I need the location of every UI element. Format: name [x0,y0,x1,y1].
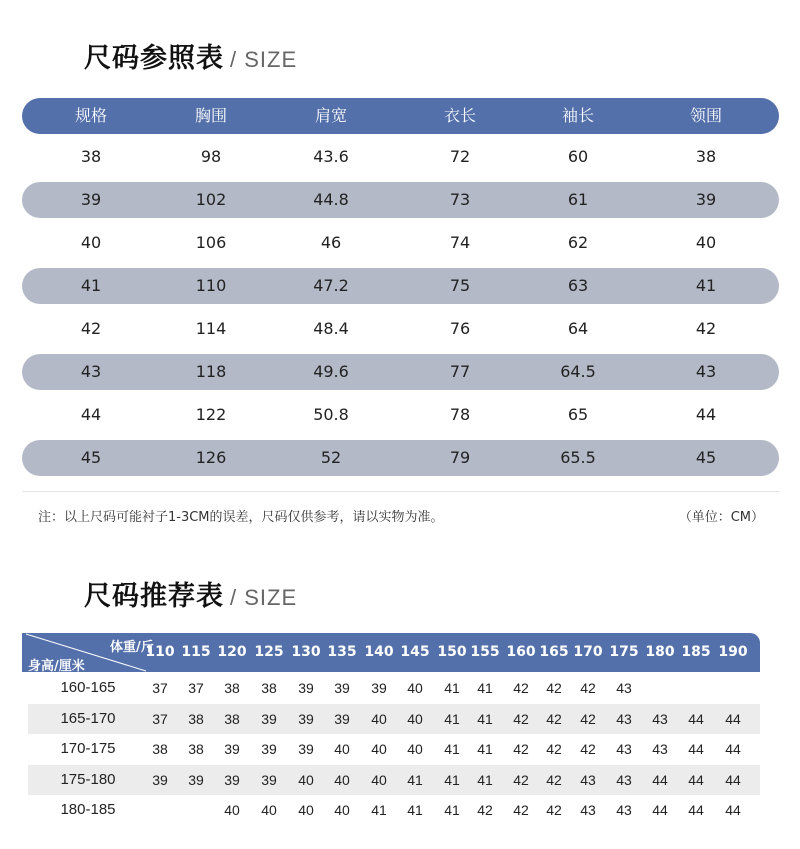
size-cell: 40 [407,680,423,696]
weight-header: 165 [539,644,569,660]
size-cell: 39 [261,710,277,727]
size-cell: 41 [444,802,460,818]
table-row [28,734,760,764]
table-cell: 78 [449,405,471,424]
table-cell: 73 [449,190,471,209]
table-cell: 44 [695,405,717,424]
weight-header: 185 [681,644,711,660]
header-cell: 领围 [689,106,723,125]
size-cell: 44 [725,741,741,757]
size-cell: 42 [513,741,529,757]
size-cell: 41 [477,680,493,696]
table-header-row [22,98,779,134]
size-cell: 38 [152,741,168,757]
table-cell: 43.6 [313,147,349,166]
table-cell: 72 [449,147,471,166]
header-cell: 袖长 [561,106,595,125]
table-cell: 42 [695,319,717,338]
table-cell: 43 [80,362,102,381]
weight-header: 190 [718,644,748,660]
size-cell: 42 [546,680,562,696]
table-row [28,673,760,703]
table-cell: 65 [567,405,589,424]
size-cell: 40 [261,802,277,818]
size-cell: 43 [616,771,632,788]
table-row [28,704,760,734]
table-cell: 48.4 [313,319,349,338]
table-row [28,765,760,795]
unit-text: （单位：CM） [678,510,764,525]
height-range: 160-165 [60,679,116,696]
table-cell: 39 [80,190,102,209]
table-cell: 77 [449,362,471,381]
size-cell: 44 [688,802,704,818]
size-cell: 39 [298,710,314,727]
size-cell: 40 [371,741,387,757]
table-row [22,139,779,175]
size-cell: 40 [407,741,423,757]
table-cell: 98 [200,147,222,166]
weight-header: 130 [291,644,321,660]
table-cell: 110 [195,276,227,295]
size-cell: 39 [188,771,204,788]
size-cell: 41 [477,771,493,788]
size-cell: 42 [477,802,493,818]
table-cell: 38 [80,147,102,166]
size-cell: 39 [224,741,240,757]
size-cell: 42 [546,741,562,757]
table-cell: 79 [449,448,471,467]
table-cell: 126 [195,448,227,467]
size-cell: 40 [298,771,314,788]
size-cell: 40 [371,710,387,727]
table-cell: 62 [567,233,589,252]
size-cell: 43 [652,710,668,727]
weight-header: 140 [364,644,394,660]
table-cell: 41 [695,276,717,295]
size-cell: 42 [580,710,596,727]
size-cell: 43 [616,741,632,757]
size-cell: 44 [652,802,668,818]
table-cell: 45 [80,448,102,467]
header-cell: 胸围 [194,106,228,125]
table-cell: 118 [195,362,227,381]
size-cell: 40 [224,802,240,818]
size-cell: 44 [688,710,704,727]
size-cell: 42 [546,710,562,727]
size-cell: 42 [546,802,562,818]
table-row [22,311,779,347]
header-cell: 规格 [74,106,108,125]
size-cell: 41 [371,802,387,818]
table-row [28,795,760,825]
size-cell: 38 [261,680,277,696]
height-label: 身高/厘米 [28,659,85,674]
size-chart-subtitle: / SIZE [230,47,298,72]
height-range: 165-170 [60,709,116,727]
size-cell: 39 [261,771,277,788]
size-cell: 44 [725,710,741,727]
table-cell: 43 [695,362,717,381]
size-cell: 37 [188,680,204,696]
size-cell: 41 [444,680,460,696]
table-cell: 46 [320,233,342,252]
table-cell: 45 [695,448,717,467]
table-cell: 63 [567,276,589,295]
table-cell: 41 [80,276,102,295]
table-cell: 75 [449,276,471,295]
size-cell: 42 [513,771,529,788]
weight-header: 170 [573,644,603,660]
table-cell: 64.5 [560,362,596,381]
header-cell: 衣长 [443,106,477,125]
table-cell: 49.6 [313,362,349,381]
size-cell: 42 [546,771,562,788]
height-range: 180-185 [60,801,116,818]
table-cell: 52 [320,448,342,467]
weight-header: 120 [217,644,247,660]
table-cell: 44.8 [313,190,349,209]
size-cell: 43 [580,771,596,788]
recommend-title: 尺码推荐表 / SIZE [84,581,298,612]
table-cell: 47.2 [313,276,349,295]
size-cell: 39 [371,680,387,696]
table-cell: 74 [449,233,471,252]
size-cell: 41 [407,771,423,788]
size-cell: 39 [298,741,314,757]
size-cell: 44 [725,771,741,788]
size-cell: 43 [652,741,668,757]
table-row [22,397,779,433]
size-cell: 41 [477,710,493,727]
size-cell: 43 [616,802,632,818]
table-row [22,182,779,218]
size-cell: 42 [580,741,596,757]
size-cell: 40 [407,710,423,727]
table-row [22,440,779,476]
size-cell: 40 [334,771,350,788]
size-cell: 43 [616,710,632,727]
table-cell: 60 [567,147,589,166]
size-cell: 41 [407,802,423,818]
table-cell: 38 [695,147,717,166]
weight-header: 175 [609,644,639,660]
weight-header: 160 [506,644,536,660]
size-cell: 42 [513,802,529,818]
table-cell: 65.5 [560,448,596,467]
size-cell: 39 [224,771,240,788]
table-cell: 39 [695,190,717,209]
size-cell: 39 [298,680,314,696]
table-cell: 114 [195,319,227,338]
table-cell: 50.8 [313,405,349,424]
height-range: 170-175 [60,740,116,757]
recommend-table-header [22,633,760,672]
weight-header: 155 [470,644,500,660]
size-cell: 44 [725,802,741,818]
size-cell: 44 [688,741,704,757]
size-cell: 40 [371,771,387,788]
size-cell: 42 [513,680,529,696]
table-cell: 64 [567,319,589,338]
table-cell: 40 [80,233,102,252]
table-cell: 42 [80,319,102,338]
table-row [22,225,779,261]
size-cell: 40 [334,741,350,757]
weight-header: 180 [645,644,675,660]
divider [22,491,779,492]
weight-header: 150 [437,644,467,660]
header-cell: 肩宽 [314,106,348,125]
size-cell: 38 [188,710,204,727]
weight-header: 135 [327,644,357,660]
recommend-subtitle: / SIZE [230,585,298,610]
size-cell: 39 [334,680,350,696]
size-cell: 40 [298,802,314,818]
size-cell: 37 [152,680,168,696]
table-row [22,268,779,304]
size-cell: 41 [477,741,493,757]
table-cell: 102 [195,190,227,209]
table-cell: 76 [449,319,471,338]
size-cell: 42 [513,710,529,727]
size-cell: 41 [444,710,460,727]
size-chart-title: 尺码参照表 / SIZE [84,43,298,74]
table-cell: 122 [195,405,227,424]
weight-header: 115 [181,644,211,660]
size-cell: 38 [188,741,204,757]
size-cell: 38 [224,710,240,727]
table-cell: 61 [567,190,589,209]
height-range: 175-180 [60,770,116,788]
size-cell: 44 [652,771,668,788]
size-cell: 38 [224,680,240,696]
size-cell: 37 [152,710,168,727]
weight-header: 125 [254,644,284,660]
table-cell: 44 [80,405,102,424]
table-cell: 106 [195,233,227,252]
size-cell: 41 [444,741,460,757]
size-cell: 43 [616,680,632,696]
table-row [22,354,779,390]
size-cell: 39 [261,741,277,757]
weight-header: 145 [400,644,430,660]
note-text: 注：以上尺码可能衬子1-3CM的误差，尺码仅供参考，请以实物为准。 [38,510,444,525]
size-cell: 40 [334,802,350,818]
weight-label: 体重/斤 [110,640,154,655]
size-cell: 39 [152,771,168,788]
size-cell: 42 [580,680,596,696]
size-cell: 39 [334,710,350,727]
table-cell: 40 [695,233,717,252]
weight-header: 110 [145,644,175,660]
size-cell: 44 [688,771,704,788]
size-cell: 41 [444,771,460,788]
size-cell: 43 [580,802,596,818]
